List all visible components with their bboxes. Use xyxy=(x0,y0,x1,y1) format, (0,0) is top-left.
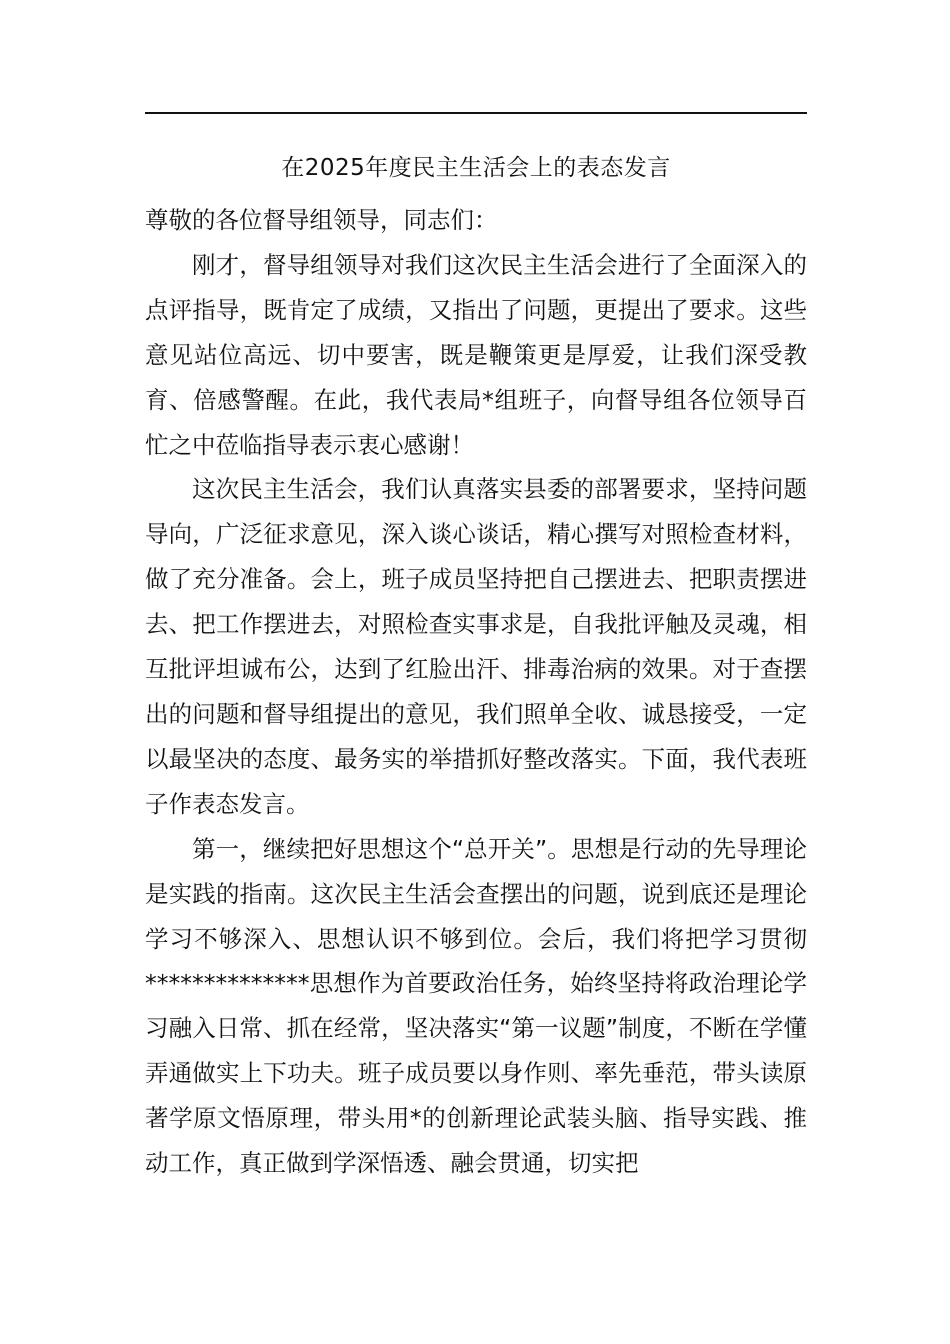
document-body xyxy=(145,198,807,1186)
paragraph-1: 刚才，督导组领导对我们这次民主生活会进行了全面深入的点评指导，既肯定了成绩，又指出了问题，更提出了要求。这些意见站位高远、切中要害，既是鞭策更是厚爱，让我们深受教育、倍感警醒。在此，我代表局*组班子，向督导组各位领导百忙之中莅临指导表示衷心感谢！ xyxy=(145,250,807,459)
paragraph-3: 第一，继续把好思想这个“总开关”。思想是行动的先导理论是实践的指南。这次民主生活会查摆出的问题，说到底还是理论学习不够深入、思想认识不够到位。会后，我们将把学习贯彻**************思想作为首要政治任务，始终坚持将政治理论学习融入日常、抓在经常，坚决落实“第一议题”制度，不断在学懂弄通做实上下功夫。班子成员要以身作则、率先垂范，带头读原著学原文悟原理，带头用*的创新理论武装头脑、指导实践、推动工作，真正做到学深悟透、融会贯通，切实把 xyxy=(145,834,807,1178)
salutation: 尊敬的各位督导组领导，同志们： xyxy=(145,206,498,234)
header-rule xyxy=(145,112,807,114)
paragraph-2: 这次民主生活会，我们认真落实县委的部署要求，坚持问题导向，广泛征求意见，深入谈心谈话，精心撰写对照检查材料，做了充分准备。会上，班子成员坚持把自己摆进去、把职责摆进去、把工作摆进去，对照检查实事求是，自我批评触及灵魂，相互批评坦诚布公，达到了红脸出汗、排毒治病的效果。对于查摆出的问题和督导组提出的意见，我们照单全收、诚恳接受，一定以最坚决的态度、最务实的举措抓好整改落实。下面，我代表班子作表态发言。 xyxy=(145,475,807,818)
document-title: 在2025年度民主生活会上的表态发言 xyxy=(281,155,671,181)
